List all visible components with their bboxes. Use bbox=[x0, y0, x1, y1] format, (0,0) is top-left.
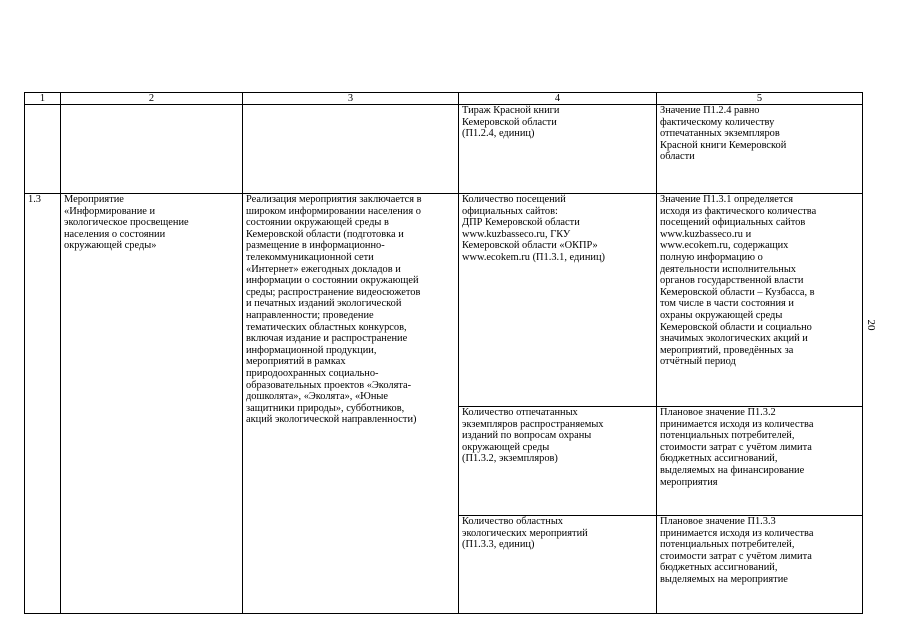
measure-description-cell bbox=[243, 105, 459, 194]
column-header-5: 5 bbox=[657, 93, 863, 105]
column-header-3: 3 bbox=[243, 93, 459, 105]
indicator-method-cell: Значение П1.2.4 равно фактическому количеству отпечатанных экземпляров Красной книги Кемеровской области bbox=[657, 105, 863, 194]
indicator-method-cell: Значение П1.3.1 определяется исходя из фактического количества посещений официальных сайтов www.kuzbasseco.ru и www.ecokem.ru, содержащих полную информацию о деятельности исполнительных органов государственной власти Кемеровской области – Кузбасса, в том числе в части состояния и охраны окружающей среды Кемеровской области и социально значимых экологических акций и мероприятий, проведённых за отчётный период bbox=[657, 194, 863, 407]
column-header-2: 2 bbox=[61, 93, 243, 105]
column-header-4: 4 bbox=[459, 93, 657, 105]
page-number: 20 bbox=[865, 319, 877, 331]
measure-name-cell bbox=[61, 105, 243, 194]
table-row bbox=[25, 105, 863, 194]
indicator-name-cell: Количество отпечатанных экземпляров распространяемых изданий по вопросам охраны окружающей среды (П1.3.2, экземпляров) bbox=[459, 407, 657, 516]
indicators-table bbox=[24, 92, 863, 614]
indicator-name-cell: Количество посещений официальных сайтов: ДПР Кемеровской области www.kuzbasseco.ru, ГКУ Кемеровской области «ОКПР» www.ecokem.ru (П1.3.1, единиц) bbox=[459, 194, 657, 407]
measure-name-cell: Мероприятие «Информирование и экологическое просвещение населения о состоянии окружающей среды» bbox=[61, 194, 243, 614]
column-header-1: 1 bbox=[25, 93, 61, 105]
indicator-method-cell: Плановое значение П1.3.3 принимается исходя из количества потенциальных потребителей, стоимости затрат с учётом лимита бюджетных ассигнований, выделяемых на мероприятие bbox=[657, 516, 863, 614]
row-number-cell: 1.3 bbox=[25, 194, 61, 614]
row-number-cell bbox=[25, 105, 61, 194]
table-row bbox=[25, 194, 863, 407]
table-header-row bbox=[25, 93, 863, 105]
measure-description-cell: Реализация мероприятия заключается в широком информировании населения о состоянии окружающей среды в Кемеровской области (подготовка и размещение в информационно- телекоммуникационной сети «Интернет» ежегодных докладов и информации о состоянии окружающей среды; распространение видеосюжетов и печатных изданий экологической направленности; проведение тематических областных конкурсов, включая издание и распространение информационной продукции, мероприятий в рамках природоохранных социально- образовательных проектов «Эколята- дошколята», «Эколята», «Юные защитники природы», субботников, акций экологической направленности) bbox=[243, 194, 459, 614]
indicator-name-cell: Тираж Красной книги Кемеровской области (П1.2.4, единиц) bbox=[459, 105, 657, 194]
indicator-method-cell: Плановое значение П1.3.2 принимается исходя из количества потенциальных потребителей, стоимости затрат с учётом лимита бюджетных ассигнований, выделяемых на финансирование мероприятия bbox=[657, 407, 863, 516]
indicator-name-cell: Количество областных экологических мероприятий (П1.3.3, единиц) bbox=[459, 516, 657, 614]
